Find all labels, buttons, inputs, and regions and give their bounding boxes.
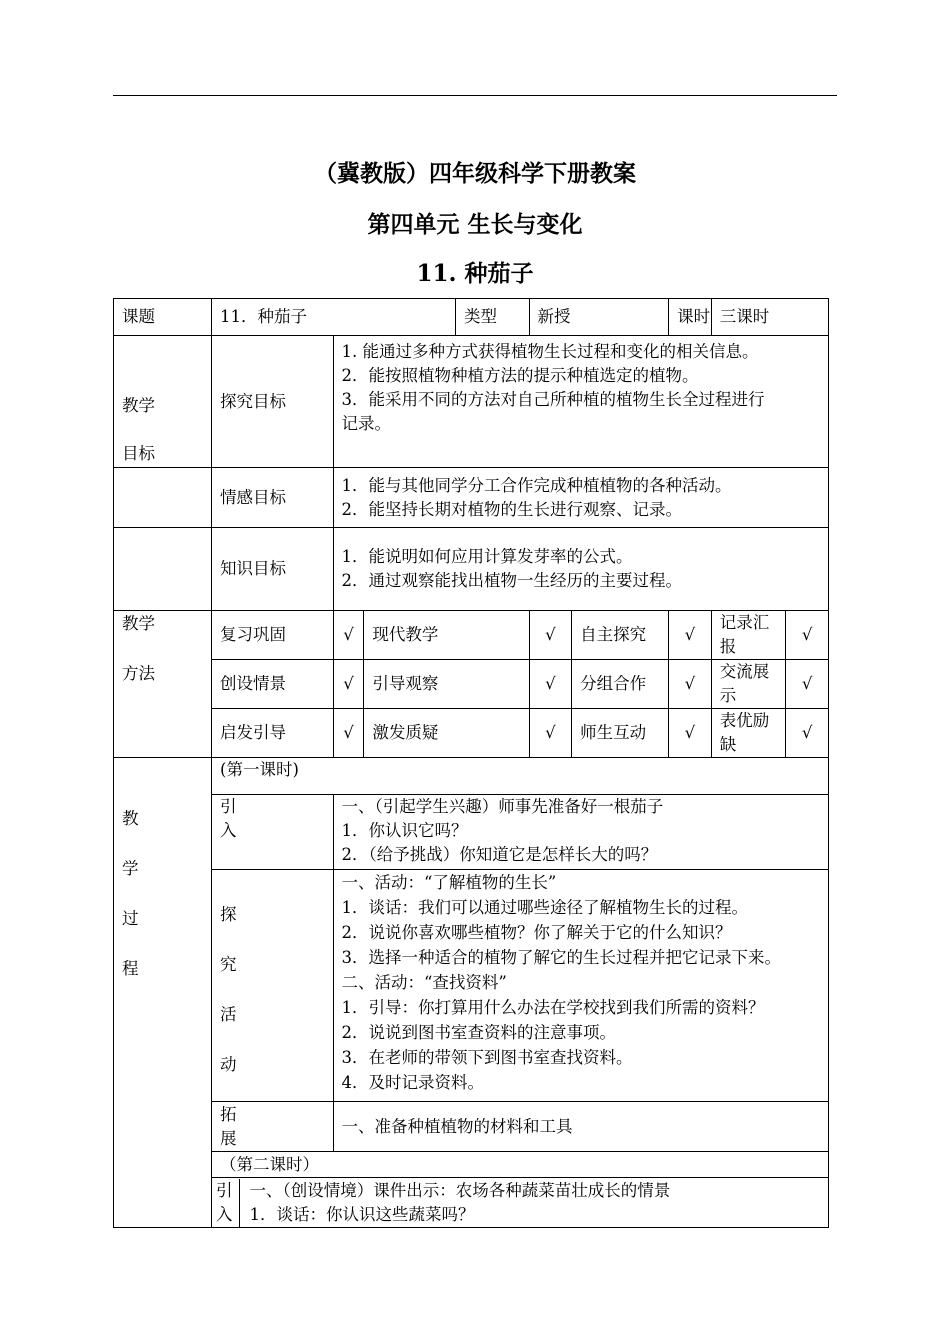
intro-label-char: 入: [216, 1204, 233, 1224]
lesson2-intro-cell: [212, 1178, 829, 1228]
hours-value: 三课时: [711, 299, 828, 336]
knowledge-goal-line: 1．能说明如何应用计算发芽率的公式。: [341, 547, 633, 566]
unit-title: 第四单元 生长与变化: [367, 211, 583, 238]
explore-line: 1．谈话：我们可以通过哪些途径了解植物生长的过程。: [341, 898, 748, 917]
goal-knowledge-row: [114, 528, 829, 611]
method-check: √: [669, 709, 712, 758]
lesson2-heading-row: [114, 1152, 829, 1178]
goals-label-2: 目标: [122, 444, 155, 463]
intro-line: 一、（引起学生兴趣）师事先准备好一根茄子: [341, 797, 664, 816]
method-item: 引导观察: [364, 660, 529, 709]
lesson2-intro-text: [239, 1179, 828, 1227]
lesson1-intro-text: [333, 795, 829, 870]
methods-row: [114, 611, 829, 660]
method-check: √: [333, 709, 364, 758]
lesson1-heading-row: [114, 758, 829, 795]
explore-label-char: 究: [220, 955, 237, 974]
method-item: 现代教学: [364, 611, 529, 660]
intro-line: 2．（给予挑战）你知道它是怎样长大的吗？: [341, 845, 658, 864]
explore-goal-line: 3．能采用不同的方法对自己所种植的植物生长全过程进行: [341, 390, 765, 409]
lesson1-heading: (第一课时): [212, 758, 829, 795]
method-check: √: [529, 660, 572, 709]
method-item: 创设情景: [212, 660, 333, 709]
type-value: 新授: [529, 299, 669, 336]
intro-label-char: 引: [220, 797, 237, 816]
methods-row: [114, 709, 829, 758]
lesson-title: 11. 种茄子: [416, 260, 534, 287]
process-label-char: 学: [122, 859, 139, 878]
topic-value: 11．种茄子: [212, 299, 456, 336]
emotion-goal-line: 2．能坚持长期对植物的生长进行观察、记录。: [341, 499, 682, 519]
process-label-char: 过: [122, 909, 139, 928]
intro-line: 1．你认识它吗？: [341, 821, 468, 840]
emotion-goal-text: [333, 468, 829, 528]
method-item: 激发质疑: [364, 709, 529, 758]
emotion-goal-label: 情感目标: [212, 468, 333, 528]
header-rule: [113, 95, 837, 96]
explore-label-char: 动: [220, 1055, 237, 1074]
method-check: √: [786, 660, 829, 709]
topic-label: 课题: [114, 299, 212, 336]
lesson1-intro-label: [212, 795, 333, 870]
explore-line: 4．及时记录资料。: [341, 1073, 484, 1092]
methods-section-label: [114, 611, 212, 758]
methods-row: [114, 660, 829, 709]
empty-cell: [114, 468, 212, 528]
method-item: 启发引导: [212, 709, 333, 758]
methods-label-1: 教学: [122, 614, 155, 633]
method-item: 自主探究: [572, 611, 669, 660]
lesson-plan-table: [113, 298, 829, 1228]
emotion-goal-line: 1．能与其他同学分工合作完成种植植物的各种活动。: [341, 475, 732, 495]
method-item: 分组合作: [572, 660, 669, 709]
explore-line: 3．在老师的带领下到图书室查找资料。: [341, 1048, 633, 1067]
explore-line: 2．说说你喜欢哪些植物？你了解关于它的什么知识？: [341, 923, 732, 942]
method-item: 表优励缺: [711, 709, 786, 758]
explore-goal-line: 记录。: [341, 414, 391, 433]
goals-section-label: [114, 336, 212, 468]
explore-line: 3．选择一种适合的植物了解它的生长过程并把它记录下来。: [341, 948, 781, 967]
method-check: √: [529, 611, 572, 660]
lesson1-explore-text: [333, 870, 829, 1102]
explore-line: 1．引导：你打算用什么办法在学校找到我们所需的资料？: [341, 998, 765, 1017]
extend-label-char: 展: [220, 1128, 237, 1148]
explore-label-char: 探: [220, 905, 237, 924]
lesson1-intro-row: [114, 795, 829, 870]
method-item: 记录汇报: [711, 611, 786, 660]
knowledge-goal-line: 2．通过观察能找出植物一生经历的主要过程。: [341, 571, 682, 590]
explore-goal-line: 2．能按照植物种植方法的提示种植选定的植物。: [341, 366, 699, 385]
explore-line: 2．说说到图书室查资料的注意事项。: [341, 1023, 616, 1042]
method-check: √: [333, 660, 364, 709]
explore-label-char: 活: [220, 1005, 237, 1024]
knowledge-goal-label: 知识目标: [212, 528, 333, 611]
method-item: 师生互动: [572, 709, 669, 758]
process-label-char: 程: [122, 959, 139, 978]
method-check: √: [529, 709, 572, 758]
lesson1-explore-row: [114, 870, 829, 1102]
goal-emotion-row: [114, 468, 829, 528]
method-check: √: [786, 709, 829, 758]
intro-label-char: 入: [220, 821, 237, 840]
explore-line: 二、活动：“查找资料”: [341, 973, 507, 992]
intro-line: 一、（创设情境）课件出示：农场各种蔬菜苗壮成长的情景: [249, 1180, 671, 1200]
goals-label-1: 教学: [122, 396, 155, 415]
lesson2-intro-row: [114, 1178, 829, 1228]
process-section-label: [114, 758, 212, 1228]
lesson2-intro-label: [212, 1179, 239, 1227]
explore-goal-line: 1. 能通过多种方式获得植物生长过程和变化的相关信息。: [341, 342, 759, 361]
method-check: √: [786, 611, 829, 660]
method-check: √: [669, 660, 712, 709]
lesson1-explore-label: [212, 870, 333, 1102]
intro-label-char: 引: [216, 1180, 233, 1200]
explore-goal-text: [333, 336, 829, 468]
knowledge-goal-text: [333, 528, 829, 611]
methods-label-2: 方法: [122, 664, 155, 683]
method-item: 交流展示: [711, 660, 786, 709]
hours-label: 课时: [669, 299, 712, 336]
goal-explore-row: [114, 336, 829, 468]
lesson2-heading: （第二课时）: [212, 1152, 829, 1178]
method-check: √: [333, 611, 364, 660]
document-title: （冀教版）四年级科学下册教案: [314, 160, 636, 187]
explore-line: 一、活动：“了解植物的生长”: [341, 873, 557, 892]
type-label: 类型: [456, 299, 530, 336]
empty-cell: [114, 528, 212, 611]
lesson1-extend-row: [114, 1102, 829, 1152]
lesson1-extend-label: [212, 1102, 333, 1152]
explore-goal-label: 探究目标: [212, 336, 333, 468]
lesson1-extend-text: 一、准备种植植物的材料和工具: [333, 1102, 829, 1152]
extend-label-char: 拓: [220, 1104, 237, 1124]
lesson2-intro-inner: [212, 1179, 828, 1227]
process-label-char: 教: [122, 809, 139, 828]
info-row: [114, 299, 829, 336]
method-item: 复习巩固: [212, 611, 333, 660]
method-check: √: [669, 611, 712, 660]
intro-line: 1．谈话：你认识这些蔬菜吗？: [249, 1204, 475, 1224]
